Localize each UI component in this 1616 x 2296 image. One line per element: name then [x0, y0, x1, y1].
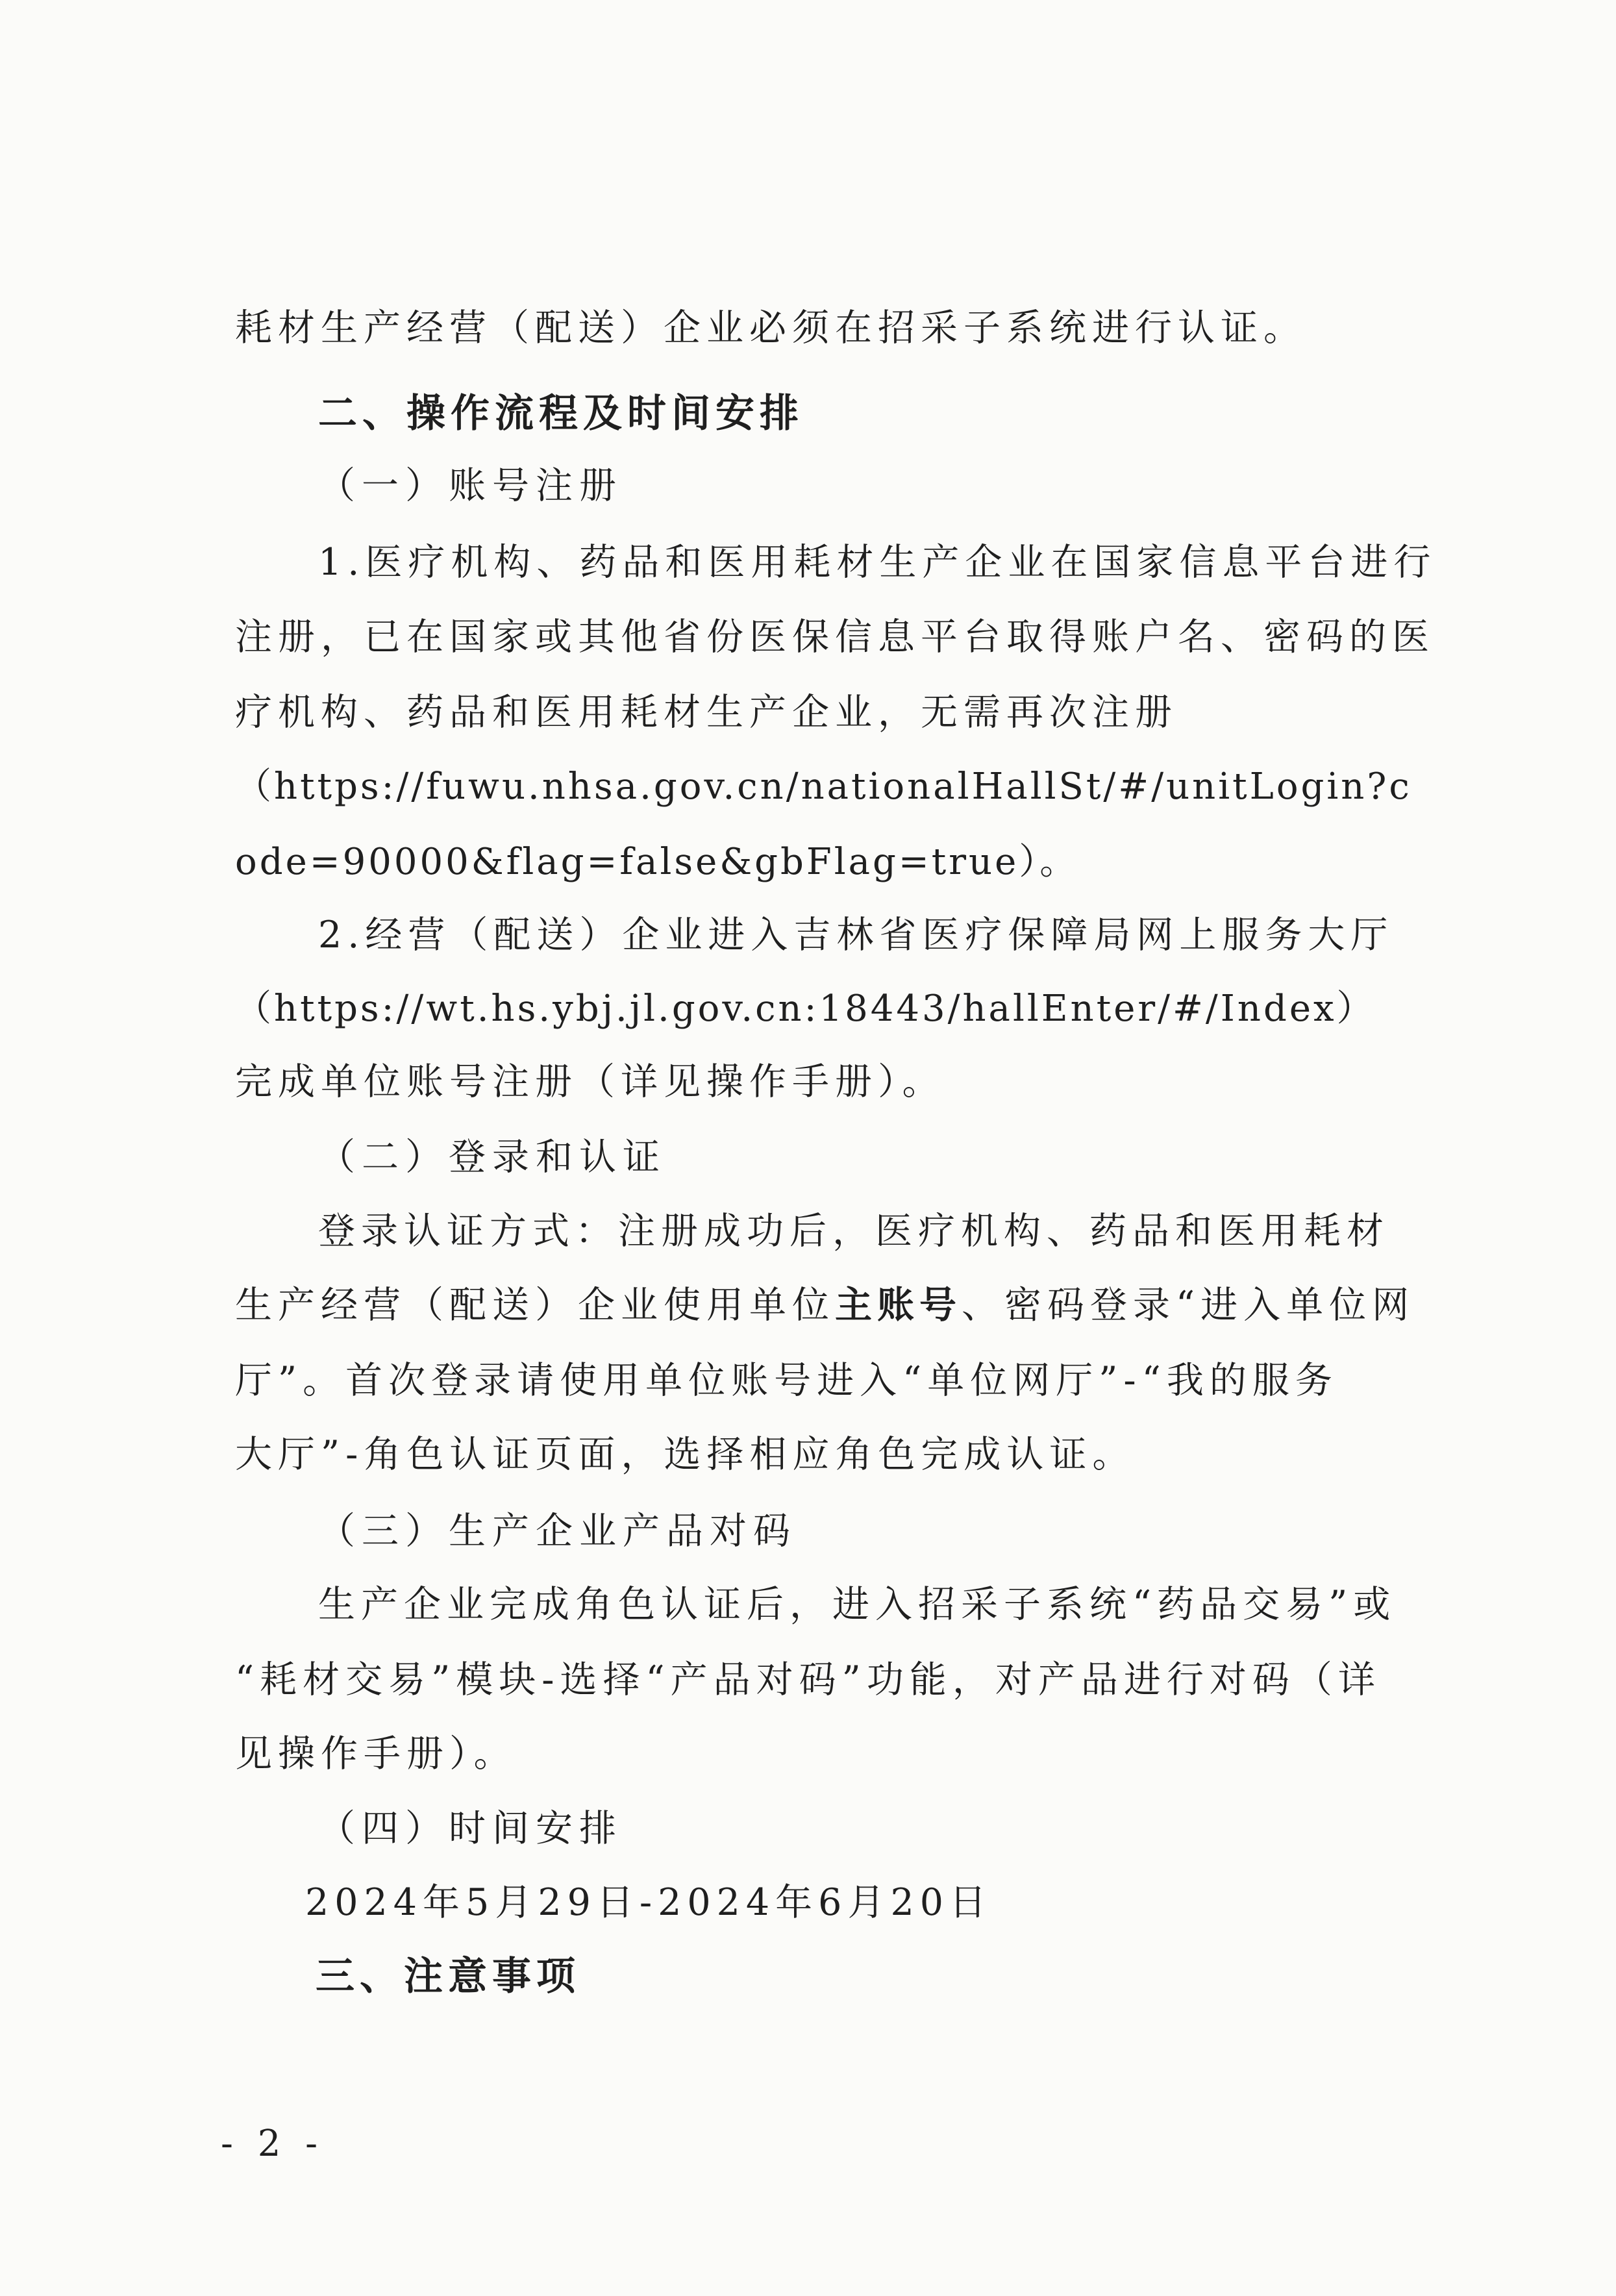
paragraph-line: 大厅”-角色认证页面，选择相应角色完成认证。	[235, 1433, 1136, 1476]
section-heading-2: 二、操作流程及时间安排	[318, 391, 804, 436]
paragraph-line: 生产企业完成角色认证后，进入招采子系统“药品交易”或	[318, 1583, 1397, 1626]
paragraph-line: “耗材交易”模块-选择“产品对码”功能，对产品进行对码（详	[235, 1658, 1381, 1701]
paragraph-line: 疗机构、药品和医用耗材生产企业，无需再次注册	[235, 691, 1178, 734]
paragraph-line: 完成单位账号注册（详见操作手册）。	[235, 1060, 945, 1103]
text-segment: 生产经营（配送）企业使用单位	[235, 1284, 835, 1327]
date-range: 2024年5月29日-2024年6月20日	[305, 1881, 992, 1924]
paragraph-line: 耗材生产经营（配送）企业必须在招采子系统进行认证。	[235, 306, 1306, 349]
paragraph-line: 2.经营（配送）企业进入吉林省医疗保障局网上服务大厅	[318, 914, 1394, 956]
section-heading-3: 三、注意事项	[316, 1954, 580, 1999]
subsection-heading-4: （四）时间安排	[318, 1807, 623, 1850]
subsection-heading-1: （一）账号注册	[318, 464, 623, 507]
bold-text: 主账号	[835, 1284, 962, 1327]
url-line: ode=90000&flag=false&gbFlag=true）。	[235, 841, 1079, 883]
subsection-heading-2: （二）登录和认证	[318, 1136, 666, 1179]
text-segment: 、密码登录“进入单位网	[962, 1284, 1415, 1327]
paragraph-line: 厅”。首次登录请使用单位账号进入“单位网厅”-“我的服务	[235, 1359, 1338, 1402]
subsection-heading-3: （三）生产企业产品对码	[318, 1510, 797, 1553]
paragraph-line: 注册，已在国家或其他省份医保信息平台取得账户名、密码的医	[235, 616, 1435, 658]
paragraph-line: 1.医疗机构、药品和医用耗材生产企业在国家信息平台进行	[318, 541, 1437, 584]
url-line: （https://fuwu.nhsa.gov.cn/nationalHallSt/#/unitLogin?c	[235, 766, 1412, 808]
paragraph-line: 见操作手册）。	[235, 1732, 517, 1775]
url-line: （https://wt.hs.ybj.jl.gov.cn:18443/hallEnter/#/Index）	[235, 988, 1376, 1030]
page-number: - 2 -	[221, 2123, 325, 2165]
paragraph-line	[235, 1279, 1426, 1331]
paragraph-line: 登录认证方式：注册成功后，医疗机构、药品和医用耗材	[318, 1210, 1389, 1253]
